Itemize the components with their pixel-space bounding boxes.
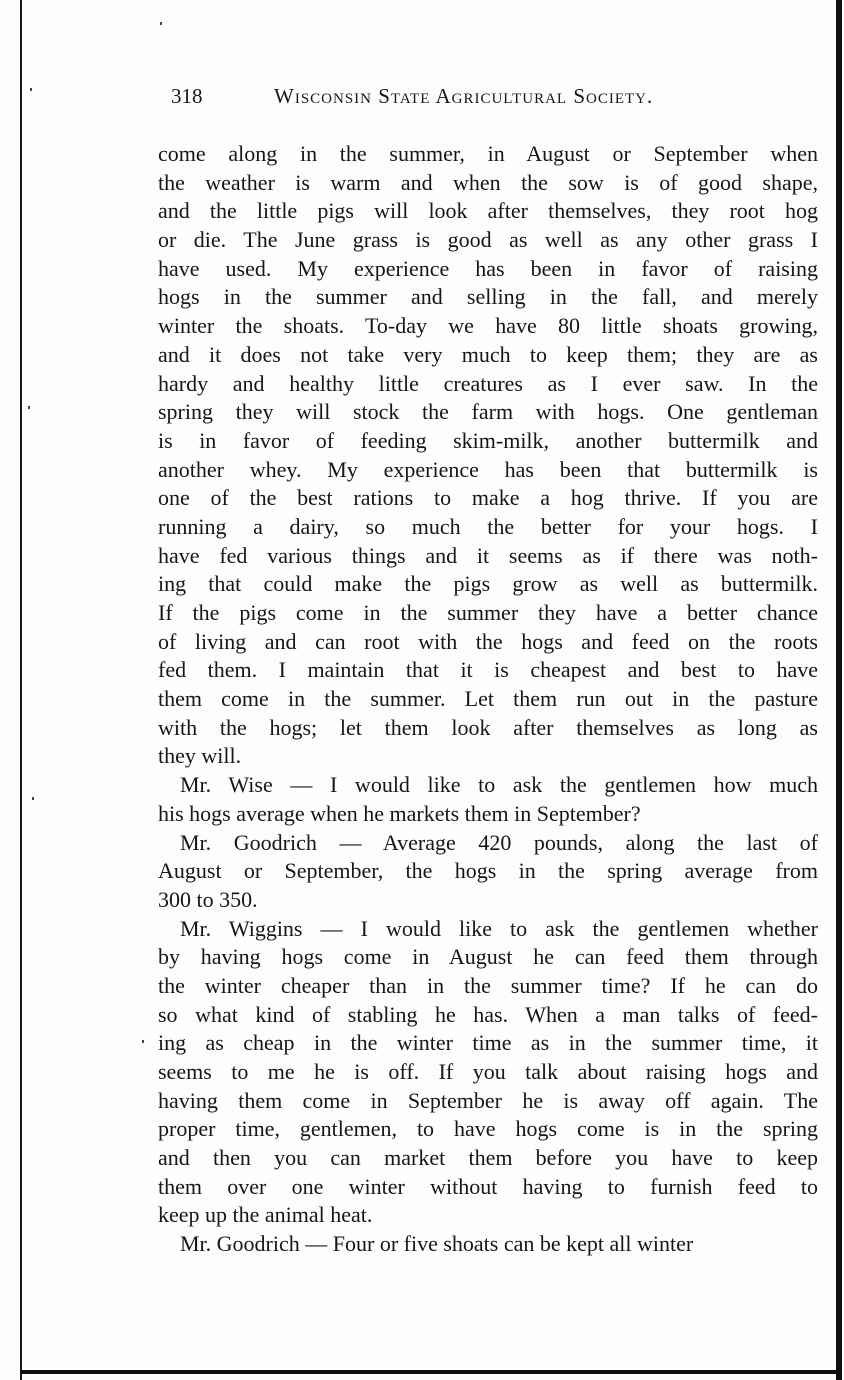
page-number: 318 [171, 84, 203, 108]
page-header [171, 84, 751, 114]
text-line: hardy and healthy little creatures as I ever saw. In the [158, 370, 818, 396]
text-line: and it does not take very much to keep them; they are as [158, 341, 818, 367]
text-line: or die. The June grass is good as well as any other grass I [158, 227, 818, 253]
text-line: Mr. Wiggins — I would like to ask the gentlemen whether [180, 915, 818, 941]
text-line: them over one winter without having to furnish feed to [158, 1173, 818, 1199]
running-head: Wisconsin State Agricultural Society. [274, 84, 654, 108]
text-line: and then you can market them before you have to keep [158, 1145, 818, 1171]
text-line: 300 to 350. [158, 886, 258, 912]
text-line: they will. [158, 743, 242, 769]
text-line: keep up the animal heat. [158, 1202, 373, 1228]
text-line: Mr. Goodrich — Four or five shoats can be kept all winter [180, 1231, 694, 1257]
text-line: spring they will stock the farm with hogs. One gentleman [158, 399, 818, 425]
paragraph [158, 140, 818, 771]
text-line: ing as cheap in the winter time as in the summer time, it [158, 1030, 818, 1056]
text-line: fed them. I maintain that it is cheapest and best to have [158, 657, 818, 683]
text-line: have used. My experience has been in favor of raising [158, 255, 818, 281]
scan-speck [28, 406, 30, 409]
paragraph [158, 1230, 818, 1259]
text-line: the winter cheaper than in the summer time? If he can do [158, 972, 818, 998]
scan-right-edge [836, 0, 842, 1380]
text-line: Mr. Goodrich — Average 420 pounds, along the last of [180, 829, 818, 855]
text-line: winter the shoats. To-day we have 80 little shoats growing, [158, 313, 818, 339]
text-line: the weather is warm and when the sow is of good shape, [158, 169, 818, 195]
text-line: one of the best rations to make a hog thrive. If you are [158, 485, 818, 511]
text-line: his hogs average when he markets them in September? [158, 800, 641, 826]
scan-speck [160, 22, 162, 25]
text-line: having them come in September he is away off again. The [158, 1087, 818, 1113]
text-line: so what kind of stabling he has. When a man talks of feed- [158, 1001, 818, 1027]
text-line: come along in the summer, in August or September when [158, 141, 818, 166]
text-line: another whey. My experience has been that buttermilk is [158, 456, 818, 482]
text-line: running a dairy, so much the better for your hogs. I [158, 513, 818, 539]
paragraph [158, 829, 818, 915]
paragraph [158, 771, 818, 828]
text-line: is in favor of feeding skim-milk, another buttermilk and [158, 427, 818, 453]
text-line: seems to me he is off. If you talk about raising hogs and [158, 1059, 818, 1084]
text-line: August or September, the hogs in the spring average from [158, 858, 818, 884]
scan-left-edge [20, 0, 22, 1380]
text-line: Mr. Wise — I would like to ask the gentlemen how much [180, 772, 818, 798]
scan-speck [32, 797, 34, 800]
text-line: If the pigs come in the summer they have a better chance [158, 600, 818, 625]
paragraph [158, 915, 818, 1231]
text-line: by having hogs come in August he can feed them through [158, 944, 818, 970]
text-line: proper time, gentlemen, to have hogs come is in the spring [158, 1116, 818, 1142]
text-line: them come in the summer. Let them run out in the pasture [158, 686, 818, 712]
text-line: with the hogs; let them look after themselves as long as [158, 714, 818, 740]
text-line: of living and can root with the hogs and feed on the roots [158, 628, 818, 654]
scan-speck [142, 1040, 144, 1043]
text-line: ing that could make the pigs grow as well as buttermilk. [158, 571, 818, 597]
text-line: and the little pigs will look after themselves, they root hog [158, 198, 818, 224]
scan-bottom-edge [20, 1370, 842, 1374]
text-line: hogs in the summer and selling in the fall, and merely [158, 284, 818, 310]
body-text [158, 140, 818, 1259]
scan-speck [30, 88, 32, 91]
text-line: have fed various things and it seems as if there was noth- [158, 542, 818, 568]
